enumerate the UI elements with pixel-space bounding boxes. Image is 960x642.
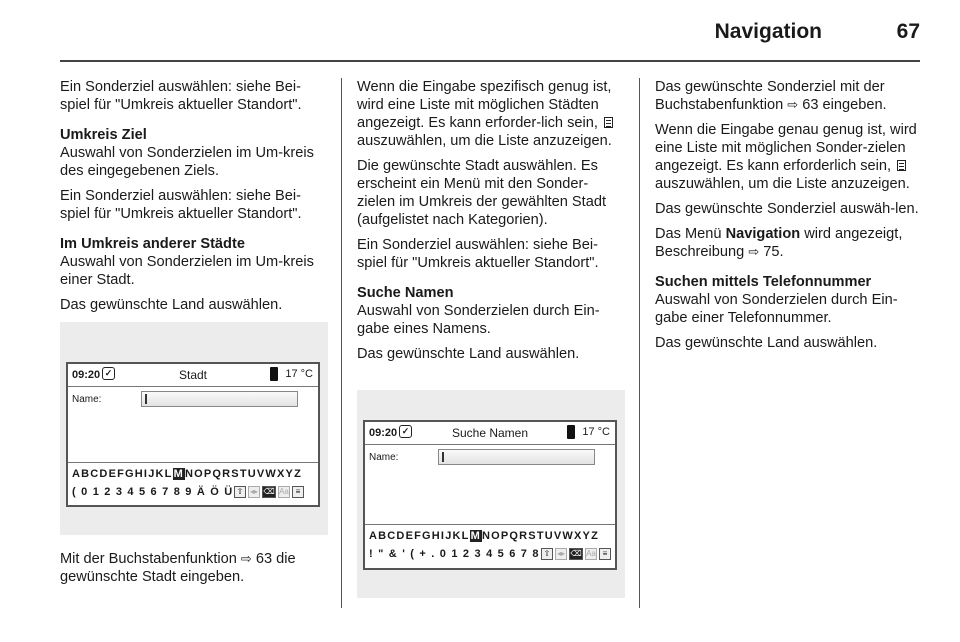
paragraph: Wenn die Eingabe genau genug ist, wird eine Liste mit möglichen Sonder-zielen angezeigt. Es kann erforderlich sein, auszuwählen, um die Liste anzuzeigen. — [655, 122, 917, 192]
list-icon[interactable]: ≡ — [292, 486, 304, 498]
divider — [68, 462, 318, 463]
paragraph: Wenn die Eingabe spezifisch genug ist, wird eine Liste mit möglichen Städten angezeigt. Es kann erforder-lich sein, auszuwählen, um die Liste anzuzeigen. — [357, 79, 612, 149]
name-label: Name: — [72, 394, 102, 405]
selected-letter[interactable]: M — [470, 530, 481, 542]
paragraph: Auswahl von Sonderzielen im Um-kreis des eingegebenen Ziels. — [60, 145, 314, 179]
paragraph: Das Menü Navigation wird angezeigt, Beschreibung ⇨ 75. — [655, 226, 903, 260]
shift-icon[interactable]: ⇧ — [234, 486, 246, 498]
case-toggle-icon[interactable]: Aa — [586, 549, 596, 558]
paragraph: Das gewünschte Land auswählen. — [60, 297, 283, 313]
temperature: 17 °C — [582, 426, 610, 438]
screen-image-stadt — [60, 322, 328, 535]
paragraph: Ein Sonderziel auswählen: siehe Bei-spiel für "Umkreis aktueller Standort". — [60, 79, 302, 113]
paragraph: Ein Sonderziel auswählen: siehe Bei-spiel für "Umkreis aktueller Standort". — [357, 237, 599, 271]
column-divider — [341, 78, 342, 608]
clock-time: 09:20 — [72, 369, 101, 381]
column-1 — [60, 78, 328, 321]
paragraph: Auswahl von Sonderzielen durch Ein-gabe einer Telefonnummer. — [655, 292, 898, 326]
cursor-arrows-icon[interactable]: ◂▸ — [249, 487, 259, 496]
section-heading: Suchen mittels Telefonnummer — [655, 274, 872, 290]
screen-title: Stadt — [178, 368, 208, 382]
page-reference-icon: ⇨ — [748, 244, 760, 259]
column-1-bottom — [60, 550, 328, 593]
case-toggle-icon[interactable]: Aa — [279, 487, 289, 496]
name-label: Name: — [369, 452, 399, 463]
paragraph: Auswahl von Sonderzielen im Um-kreis einer Stadt. — [60, 254, 314, 288]
name-input[interactable] — [438, 449, 595, 465]
delete-icon[interactable]: ⌫ — [570, 549, 582, 558]
page-reference-icon: ⇨ — [240, 551, 252, 566]
paragraph: Das gewünschte Land auswählen. — [357, 346, 580, 362]
menu-name: Navigation — [725, 226, 801, 242]
temperature: 17 °C — [285, 368, 313, 380]
cursor-arrows-icon[interactable]: ◂▸ — [556, 549, 566, 558]
list-icon[interactable]: ≡ — [599, 548, 611, 560]
section-heading: Im Umkreis anderer Städte — [60, 236, 245, 252]
shift-icon[interactable]: ⇧ — [541, 548, 553, 560]
phone-icon — [270, 367, 278, 381]
page-number: 67 — [896, 20, 920, 43]
section-heading: Suche Namen — [357, 285, 454, 301]
letter-row[interactable]: ABCDEFGHIJKLMNOPQRSTUVWXYZ — [72, 468, 303, 480]
symbol-row[interactable]: ! " & ' ( + . 0 1 2 3 4 5 6 7 8 — [369, 548, 540, 560]
paragraph: Mit der Buchstabenfunktion ⇨ 63 die gewünschte Stadt eingeben. — [60, 551, 296, 585]
list-icon — [897, 160, 906, 171]
clock-time: 09:20 — [369, 427, 398, 439]
paragraph: Die gewünschte Stadt auswählen. Es erscheint ein Menü mit den Sonder-zielen im Umkreis der gewählten Stadt (aufgelistet nach Kategorien). — [357, 158, 607, 228]
function-keys — [234, 486, 304, 499]
display-screen — [363, 420, 617, 570]
section-heading: Umkreis Ziel — [60, 127, 147, 143]
list-icon — [604, 117, 613, 128]
header-title: Navigation — [714, 20, 822, 43]
check-icon: ✓ — [399, 425, 412, 438]
letter-row[interactable]: ABCDEFGHIJKLMNOPQRSTUVWXYZ — [369, 530, 600, 542]
paragraph: Auswahl von Sonderzielen durch Ein-gabe eines Namens. — [357, 303, 600, 337]
header-rule — [60, 60, 920, 62]
check-icon: ✓ — [102, 367, 115, 380]
status-bar — [365, 422, 615, 445]
display-screen — [66, 362, 320, 507]
column-divider — [639, 78, 640, 608]
function-keys — [541, 548, 611, 561]
status-bar — [68, 364, 318, 387]
delete-icon[interactable]: ⌫ — [263, 487, 275, 496]
selected-letter[interactable]: M — [173, 468, 184, 480]
number-row[interactable]: ( 0 1 2 3 4 5 6 7 8 9 Ä Ö Ü — [72, 486, 234, 498]
column-3 — [655, 78, 923, 359]
column-2 — [357, 78, 625, 370]
paragraph: Ein Sonderziel auswählen: siehe Bei-spiel für "Umkreis aktueller Standort". — [60, 188, 302, 222]
divider — [365, 524, 615, 525]
phone-icon — [567, 425, 575, 439]
paragraph: Das gewünschte Sonderziel auswäh-len. — [655, 201, 919, 217]
paragraph: Das gewünschte Sonderziel mit der Buchstabenfunktion ⇨ 63 eingeben. — [655, 79, 887, 113]
page-reference-icon: ⇨ — [787, 97, 799, 112]
screen-title: Suche Namen — [451, 426, 529, 440]
name-input[interactable] — [141, 391, 298, 407]
paragraph: Das gewünschte Land auswählen. — [655, 335, 878, 351]
screen-image-suche-namen — [357, 390, 625, 598]
